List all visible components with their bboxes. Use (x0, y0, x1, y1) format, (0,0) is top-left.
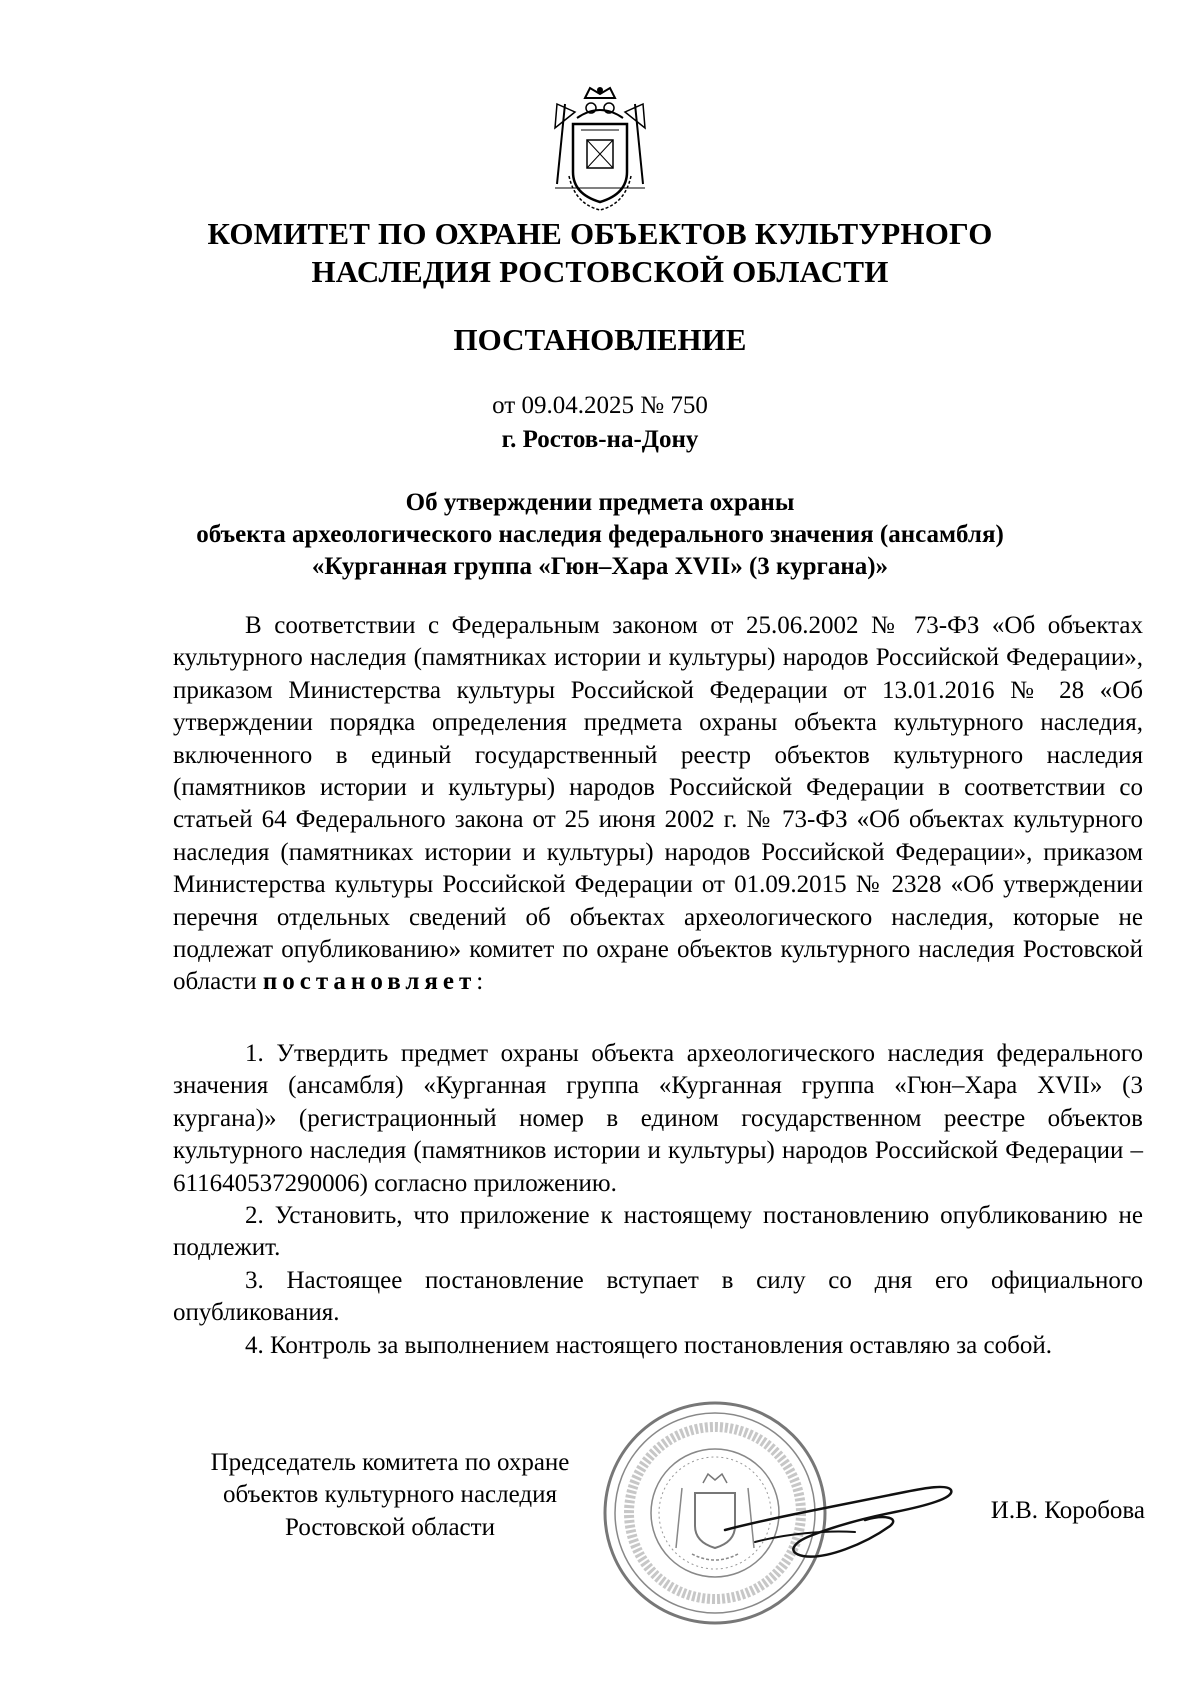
decree-colon: : (476, 968, 484, 996)
coat-of-arms-icon (535, 84, 665, 214)
organization-line-1: КОМИТЕТ ПО ОХРАНЕ ОБЪЕКТОВ КУЛЬТУРНОГО (207, 216, 993, 251)
signatory-name: И.В. Коробова (990, 1497, 1145, 1524)
decree-word: постановляет (262, 968, 477, 996)
decree-items (173, 1038, 1143, 1362)
signatory-title-line-2: объектов культурного наследия (223, 1481, 557, 1509)
decree-item-1: 1. Утвердить предмет охраны объекта археологического наследия федерального значения (ансамбля) «Курганная группа «Курганная группа «Гюн–Хара XVII» (3 кургана)» (регистрационный номер в едином государственном реестре объектов культурного наследия (памятников истории и культуры) народов Российской Федерации – 611640537290006) согласно приложению. (173, 1040, 1143, 1197)
subject-line-3: «Курганная группа «Гюн–Хара XVII» (3 кургана)» (311, 553, 889, 580)
organization-line-2: НАСЛЕДИЯ РОСТОВСКОЙ ОБЛАСТИ (311, 254, 889, 289)
document-subject (0, 487, 1200, 583)
decree-item-4: 4. Контроль за выполнением настоящего постановления оставляю за собой. (245, 1331, 1052, 1359)
signatory-title-line-1: Председатель комитета по охране (210, 1449, 570, 1476)
signatory-title-line-3: Ростовской области (285, 1513, 495, 1541)
signatory-title (175, 1447, 605, 1544)
preamble-text: В соответствии с Федеральным законом от 25.06.2002 № 73-ФЗ «Об объектах культурного наследия (памятниках истории и культуры) народов Российской Федерации», приказом Министерства культуры Российской Федерации от 13.01.2016 № 28 «Об утверждении порядка определения предмета охраны объекта культурного наследия, включенного в единый государственный реестр объектов культурного наследия (памятников истории и культуры) народов Российской Федерации в соответствии со статьей 64 Федерального закона от 25 июня 2002 г. № 73-ФЗ «Об объектах культурного наследия (памятниках истории и культуры) народов Российской Федерации», приказом Министерства культуры Российской Федерации от 01.09.2015 № 2328 «Об утверждении перечня отдельных сведений об объектах археологического наследия, которые не подлежат опубликованию» комитет по охране объектов культурного наследия Ростовской области (173, 612, 1143, 996)
organization-name (0, 215, 1200, 291)
document-city: г. Ростов-на-Дону (501, 426, 699, 453)
subject-line-1: Об утверждении предмета охраны (405, 489, 795, 516)
decree-item-2: 2. Установить, что приложение к настоящему постановлению опубликованию не подлежит. (173, 1202, 1143, 1262)
document-date-number: от 09.04.2025 № 750 (492, 392, 708, 419)
decree-item-3: 3. Настоящее постановление вступает в силу со дня его официального опубликования. (173, 1266, 1143, 1327)
preamble-paragraph (173, 610, 1143, 999)
subject-line-2: объекта археологического наследия федерального значения (ансамбля) (196, 521, 1004, 548)
document-type: ПОСТАНОВЛЕНИЕ (453, 322, 747, 357)
